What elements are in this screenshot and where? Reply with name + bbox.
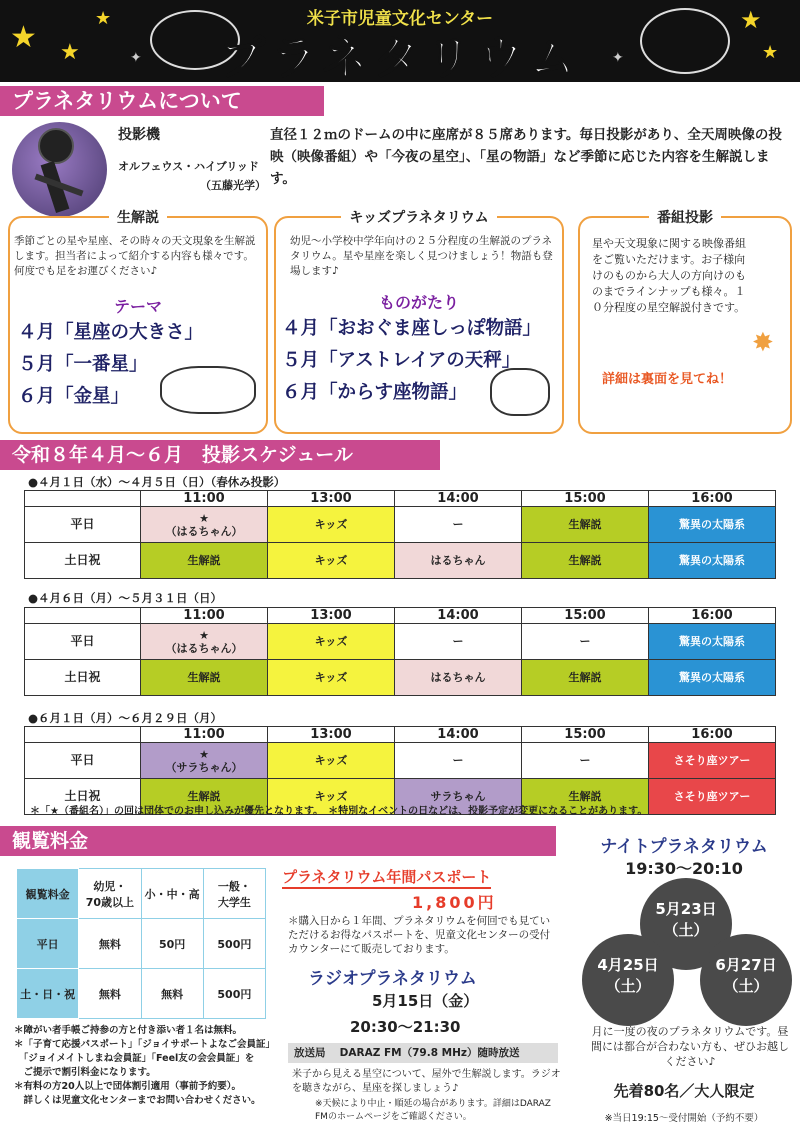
fee-value: 500円 (203, 919, 265, 969)
annual-pass-description: ＊購入日から１年間、プラネタリウムを何回でも見ていただけるお得なパスポートを、児童文化センターの受付カウンターにて販売しております。 (288, 915, 551, 955)
schedule-cell: 驚異の太陽系 (649, 543, 776, 579)
time-header: 14:00 (395, 608, 522, 624)
radio-time: 20:30～21:30 (350, 1018, 461, 1036)
table-row (25, 660, 776, 696)
fee-value: 50円 (141, 919, 203, 969)
live-topic-may: ５月「一番星」 (18, 354, 148, 375)
see-back-note: 詳細は裏面を見てね！ (602, 372, 733, 387)
annual-pass-price: 1,800円 (412, 893, 497, 912)
fee-day-label: 土・日・祝 (17, 969, 79, 1019)
live-commentary-box (8, 210, 268, 434)
schedule-cell: ー (395, 507, 522, 543)
fee-row (17, 919, 266, 969)
schedule-cell: ★ （はるちゃん） (141, 507, 268, 543)
fee-header: 幼児・ 70歳以上 (79, 869, 141, 919)
schedule-table (24, 490, 776, 579)
table-row (25, 507, 776, 543)
program-box (578, 210, 792, 434)
schedule-cell: さそり座ツアー (649, 779, 776, 815)
fee-value: 無料 (79, 919, 141, 969)
time-header: 16:00 (649, 608, 776, 624)
schedule-cell: 生解説 (522, 507, 649, 543)
about-section-title: プラネタリウムについて (0, 86, 324, 116)
fee-header: 観覧料金 (17, 869, 79, 919)
schedule-notes: ＊「★（番組名）」の回は団体でのお申し込みが優先となります。 ＊特別なイベントの日などは、投影予定が変更になることがあります。 (30, 806, 648, 817)
projector-maker: （五藤光学） (200, 179, 266, 192)
night-planetarium-title: ナイトプラネタリウム (600, 837, 768, 857)
live-theme-label: テーマ (113, 297, 162, 316)
night-weekday: （土） (723, 977, 769, 995)
schedule-cell: ★ （サラちゃん） (141, 743, 268, 779)
schedule-cell: ー (395, 624, 522, 660)
table-row (25, 743, 776, 779)
fee-note-line: 「ジョイメイトしまね会員証」「Feel友の会会員証」を (14, 1053, 255, 1064)
time-header: 11:00 (141, 608, 268, 624)
live-commentary-text: 季節ごとの星や星座、その時々の天文現象を生解説します。担当者によって紹介する内容も様々です。何度でも足をお運びください♪ (14, 235, 256, 277)
kids-planetarium-box (274, 210, 564, 434)
night-date: 5月23日 (655, 900, 717, 918)
organization-name: 米子市児童文化センター (306, 9, 494, 29)
night-note: ※当日19:15～受付開始（予約不要） (604, 1113, 764, 1124)
time-header-row (25, 608, 776, 624)
fee-note-line: ＊「子育て応援パスポート」「ジョイサポートよなご会員証」 (14, 1039, 276, 1050)
night-date: 6月27日 (715, 956, 777, 974)
time-header: 15:00 (522, 608, 649, 624)
star-icon: ★ (762, 42, 779, 63)
schedule-cell: はるちゃん (395, 660, 522, 696)
time-header: 15:00 (522, 727, 649, 743)
fee-header-row (17, 869, 266, 919)
time-header: 13:00 (268, 608, 395, 624)
night-capacity: 先着80名／大人限定 (613, 1082, 755, 1100)
night-weekday: （土） (663, 921, 709, 939)
star-icon: ★ (95, 8, 112, 29)
time-header: 16:00 (649, 727, 776, 743)
fee-notes (14, 1024, 304, 1108)
projector-ball (38, 128, 74, 164)
fee-value: 500円 (203, 969, 265, 1019)
table-row (25, 624, 776, 660)
fees-section-title: 観覧料金 (0, 826, 556, 856)
program-text: 星や天文現象に関する映像番組をご覧いただけます。お子様向けのものから大人の方向けのものまでラインナップも様々。１０分程度の星空解説付きです。 (592, 237, 746, 314)
star-icon: ★ (10, 20, 37, 55)
star-icon: ★ (740, 6, 762, 34)
projector-photo (12, 122, 107, 217)
table-row (25, 543, 776, 579)
schedule-cell: ー (522, 743, 649, 779)
schedule-cell: はるちゃん (395, 543, 522, 579)
schedule-cell: キッズ (268, 743, 395, 779)
schedule-cell: キッズ (268, 779, 395, 815)
time-header: 14:00 (395, 491, 522, 507)
schedule-cell: キッズ (268, 624, 395, 660)
day-type-label: 平日 (25, 507, 141, 543)
kids-planetarium-title: キッズプラネタリウム (341, 210, 496, 226)
schedule-cell: 生解説 (522, 660, 649, 696)
night-planetarium-time: 19:30～20:10 (625, 859, 743, 878)
schedule-cell: キッズ (268, 507, 395, 543)
period-label: ●４月１日（水）～４月５日（日）（春休み投影） (28, 475, 286, 489)
kids-planetarium-text: 幼児～小学校中学年向けの２５分程度の生解説のプラネタリウム。星や星座を楽しく見つけましょう！物語も登場します♪ (290, 235, 553, 277)
crow-illustration (490, 368, 550, 416)
blank-cell (25, 727, 141, 743)
period-label: ●４月６日（月）～５月３１日（日） (28, 591, 223, 605)
time-header: 13:00 (268, 491, 395, 507)
fee-note-line: 詳しくは児童文化センターまでお問い合わせください。 (14, 1095, 261, 1106)
radio-description: 米子から見える星空について、屋外で生解説します。ラジオを聴きながら、星座を探しましょう♪ (292, 1069, 561, 1094)
projector-label: 投影機 (118, 127, 160, 143)
kids-story-label: ものがたり (378, 293, 459, 312)
schedule-cell: サラちゃん (395, 779, 522, 815)
fee-row (17, 969, 266, 1019)
live-topic-june: ６月「金星」 (18, 386, 130, 407)
annual-pass-title: プラネタリウム年間パスポート (282, 866, 491, 889)
day-type-label: 土日祝 (25, 660, 141, 696)
kids-topic-april: ４月「おおぐま座しっぽ物語」 (282, 318, 542, 339)
fee-header: 小・中・高 (141, 869, 203, 919)
night-weekday: （土） (605, 977, 651, 995)
time-header: 13:00 (268, 727, 395, 743)
day-type-label: 土日祝 (25, 779, 141, 815)
day-type-label: 土日祝 (25, 543, 141, 579)
time-header: 11:00 (141, 727, 268, 743)
live-commentary-title: 生解説 (109, 210, 167, 226)
radio-station: 放送局 DARAZ FM（79.8 MHz）随時放送 (288, 1043, 558, 1063)
day-type-label: 平日 (25, 624, 141, 660)
schedule-cell: キッズ (268, 660, 395, 696)
time-header: 15:00 (522, 491, 649, 507)
fee-header: 一般・ 大学生 (203, 869, 265, 919)
night-date-badge (582, 934, 674, 1026)
star-icon: ✦ (612, 50, 624, 66)
schedule-cell: 生解説 (522, 779, 649, 815)
schedule-cell: さそり座ツアー (649, 743, 776, 779)
schedule-cell: ★ （はるちゃん） (141, 624, 268, 660)
schedule-cell: 生解説 (141, 660, 268, 696)
star-icon: ✦ (130, 50, 142, 66)
time-header: 14:00 (395, 727, 522, 743)
program-title: 番組投影 (649, 210, 721, 226)
header-banner (0, 0, 800, 82)
schedule-cell: 驚異の太陽系 (649, 624, 776, 660)
night-date: 4月25日 (597, 956, 659, 974)
radio-date: 5月15日（金） (372, 992, 479, 1010)
radio-note: ※天候により中止・順延の場合があります。詳細はDARAZ FMのホームページをご確認ください。 (315, 1099, 551, 1122)
schedule-cell: 生解説 (141, 543, 268, 579)
time-header-row (25, 727, 776, 743)
radio-planetarium-title: ラジオプラネタリウム (308, 969, 477, 989)
schedule-section-title: 令和８年４月～６月 投影スケジュール (0, 440, 440, 470)
leaf-icon: ✸ (752, 328, 774, 358)
schedule-cell: キッズ (268, 543, 395, 579)
blank-cell (25, 608, 141, 624)
fee-note-line: ＊有料の方20人以上で団体割引適用（事前予約要）。 (14, 1081, 241, 1092)
schedule-cell: 驚異の太陽系 (649, 507, 776, 543)
night-description: 月に一度の夜のプラネタリウムです。昼間には都合が合わない方も、ぜひお越しください♪ (591, 1025, 789, 1068)
fee-day-label: 平日 (17, 919, 79, 969)
time-header: 16:00 (649, 491, 776, 507)
page-title: プラネタリウム (218, 31, 582, 82)
snake-illustration (160, 366, 256, 414)
night-date-badge (700, 934, 792, 1026)
fee-note-line: ご提示で割引料金になります。 (14, 1067, 156, 1078)
fee-note-line: ＊障がい者手帳ご持参の方と付き添い者１名は無料。 (14, 1025, 243, 1036)
kids-topic-may: ５月「アストレイアの天秤」 (282, 350, 521, 371)
fee-table (16, 868, 266, 1019)
kids-topic-june: ６月「からす座物語」 (282, 382, 468, 403)
period-label: ●６月１日（月）～６月２９日（月） (28, 711, 223, 725)
schedule-table (24, 607, 776, 696)
intro-text: 直径１２ｍのドームの中に座席が８５席あります。毎日投影があり、全天周映像の投映（映像番組）や「今夜の星空」、「星の物語」など季節に応じた内容を生解説します。 (270, 127, 782, 187)
schedule-cell: ー (522, 624, 649, 660)
fee-value: 無料 (141, 969, 203, 1019)
fee-value: 無料 (79, 969, 141, 1019)
schedule-cell: 驚異の太陽系 (649, 660, 776, 696)
schedule-cell: 生解説 (141, 779, 268, 815)
star-icon: ★ (60, 40, 80, 65)
day-type-label: 平日 (25, 743, 141, 779)
blank-cell (25, 491, 141, 507)
time-header: 11:00 (141, 491, 268, 507)
projector-name: オルフェウス・ハイブリッド (118, 160, 259, 173)
live-topic-april: ４月「星座の大きさ」 (18, 322, 204, 343)
schedule-cell: ー (395, 743, 522, 779)
time-header-row (25, 491, 776, 507)
schedule-cell: 生解説 (522, 543, 649, 579)
